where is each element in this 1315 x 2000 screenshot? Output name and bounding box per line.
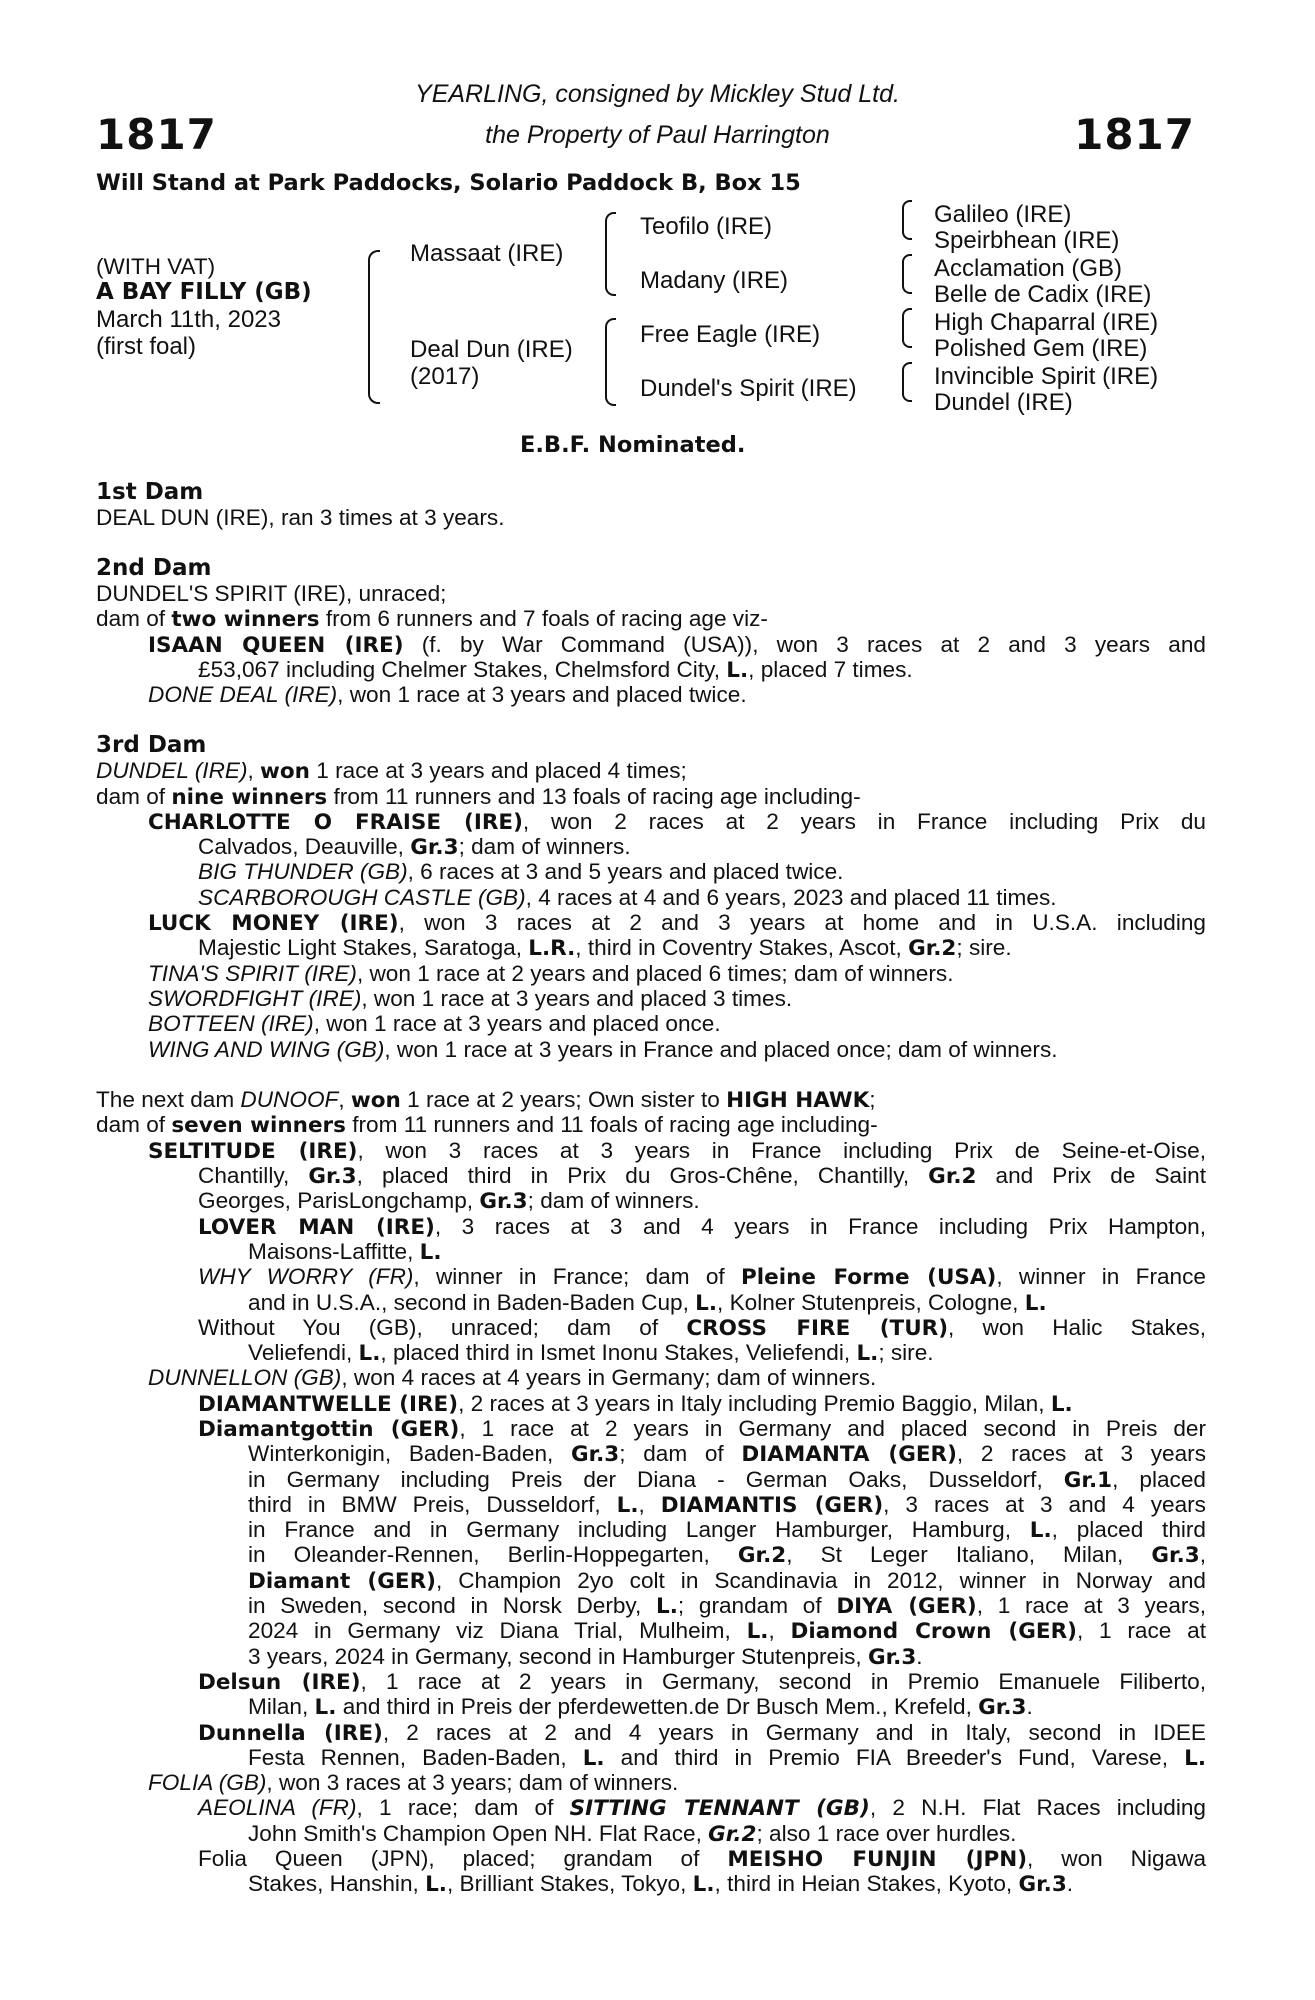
third-dam-line: SCARBOROUGH CASTLE (GB), 4 races at 4 and 6 years, 2023 and placed 11 times.: [198, 884, 1057, 910]
next-dam-line: Georges, ParisLongchamp, Gr.3; dam of winners.: [198, 1188, 700, 1215]
second-dam-line: DUNDEL'S SPIRIT (IRE), unraced;: [96, 581, 447, 607]
pedigree-sd: Madany (IRE): [640, 267, 789, 294]
next-dam-line: and in U.S.A., second in Baden-Baden Cup, L., Kolner Stutenpreis, Cologne, L.: [248, 1289, 1047, 1316]
next-dam-line: Diamant (GER), Champion 2yo colt in Scandinavia in 2012, winner in Norway and: [248, 1567, 1206, 1594]
third-dam-line: SWORDFIGHT (IRE), won 1 race at 3 years and placed 3 times.: [148, 985, 793, 1011]
pedigree-brace-ds: [902, 308, 912, 348]
pedigree-brace-dd: [902, 362, 912, 402]
third-dam-line: TINA'S SPIRIT (IRE), won 1 race at 2 years and placed 6 times; dam of winners.: [148, 960, 954, 986]
next-dam-line: DUNNELLON (GB), won 4 races at 4 years in Germany; dam of winners.: [148, 1365, 877, 1391]
pedigree-brace-dam: [605, 318, 616, 406]
next-dam-line: dam of seven winners from 11 runners and 11 foals of racing age including-: [96, 1112, 878, 1139]
vat-note: (WITH VAT): [96, 254, 216, 279]
third-dam-line: dam of nine winners from 11 runners and 13 foals of racing age including-: [96, 783, 861, 810]
next-dam-line: in Germany including Preis der Diana - German Oaks, Dusseldorf, Gr.1, placed: [248, 1466, 1206, 1493]
ebf-nominated: E.B.F. Nominated.: [520, 432, 746, 458]
next-dam-line: 2024 in Germany viz Diana Trial, Mulheim, L., Diamond Crown (GER), 1 race at: [248, 1618, 1206, 1645]
consignment-line: YEARLING, consigned by Mickley Stud Ltd.: [415, 80, 900, 108]
pedigree-ds: Free Eagle (IRE): [640, 321, 821, 348]
next-dam-line: Festa Rennen, Baden-Baden, L. and third in Premio FIA Breeder's Fund, Varese, L.: [248, 1744, 1206, 1771]
pedigree-dam-year: (2017): [410, 363, 480, 390]
next-dam-line: in France and in Germany including Langer Hamburger, Hamburg, L., placed third: [248, 1517, 1206, 1544]
next-dam-line: Dunnella (IRE), 2 races at 2 and 4 years in Germany and in Italy, second in IDEE: [198, 1719, 1206, 1746]
lot-number-left: 1817: [96, 110, 217, 159]
next-dam-line: third in BMW Preis, Dusseldorf, L., DIAMANTIS (GER), 3 races at 3 and 4 years: [248, 1491, 1206, 1518]
third-dam-line: LUCK MONEY (IRE), won 3 races at 2 and 3 years at home and in U.S.A. including: [148, 910, 1206, 937]
next-dam-line: Folia Queen (JPN), placed; grandam of MEISHO FUNJIN (JPN), won Nigawa: [198, 1846, 1207, 1873]
pedigree-dds: Invincible Spirit (IRE): [934, 363, 1159, 390]
next-dam-line: in Oleander-Rennen, Berlin-Hoppegarten, Gr.2, St Leger Italiano, Milan, Gr.3,: [248, 1542, 1206, 1569]
pedigree-dsd: Polished Gem (IRE): [934, 335, 1148, 362]
pedigree-dam: Deal Dun (IRE): [410, 336, 573, 363]
next-dam-line: FOLIA (GB), won 3 races at 3 years; dam of winners.: [148, 1770, 679, 1796]
third-dam-line: WING AND WING (GB), won 1 race at 3 years in France and placed once; dam of winners.: [148, 1036, 1058, 1062]
horse-dob: March 11th, 2023: [96, 306, 282, 333]
second-dam-line: ISAAN QUEEN (IRE) (f. by War Command (USA)), won 3 races at 2 and 3 years and: [148, 631, 1206, 658]
second-dam-line: DONE DEAL (IRE), won 1 race at 3 years and placed twice.: [148, 682, 747, 708]
pedigree-sss: Galileo (IRE): [934, 201, 1072, 228]
next-dam-line: The next dam DUNOOF, won 1 race at 2 years; Own sister to HIGH HAWK;: [96, 1087, 876, 1114]
pedigree-dd: Dundel's Spirit (IRE): [640, 375, 857, 402]
next-dam-line: Winterkonigin, Baden-Baden, Gr.3; dam of DIAMANTA (GER), 2 races at 3 years: [248, 1441, 1206, 1468]
third-dam-heading: 3rd Dam: [96, 731, 207, 758]
next-dam-line: Stakes, Hanshin, L., Brilliant Stakes, Tokyo, L., third in Heian Stakes, Kyoto, Gr.3.: [248, 1871, 1074, 1898]
next-dam-line: SELTITUDE (IRE), won 3 races at 3 years in France including Prix de Seine-et-Oise,: [148, 1137, 1206, 1164]
next-dam-line: John Smith's Champion Open NH. Flat Race, Gr.2; also 1 race over hurdles.: [248, 1820, 1017, 1847]
third-dam-line: Calvados, Deauville, Gr.3; dam of winners.: [198, 834, 631, 861]
catalogue-body: [96, 480, 1206, 1897]
pedigree-sdd: Belle de Cadix (IRE): [934, 281, 1152, 308]
next-dam-line: Maisons-Laffitte, L.: [248, 1238, 442, 1265]
pedigree-sds: Acclamation (GB): [934, 255, 1123, 282]
pedigree-sire: Massaat (IRE): [410, 240, 564, 267]
next-dam-line: Delsun (IRE), 1 race at 2 years in Germany, second in Premio Emanuele Filiberto,: [198, 1668, 1206, 1695]
third-dam-line: CHARLOTTE O FRAISE (IRE), won 2 races at 2 years in France including Prix du: [148, 808, 1206, 835]
pedigree-ddd: Dundel (IRE): [934, 389, 1073, 416]
second-dam-line: dam of two winners from 6 runners and 7 foals of racing age viz-: [96, 606, 768, 633]
horse-name: A BAY FILLY (GB): [96, 279, 312, 305]
next-dam-line: LOVER MAN (IRE), 3 races at 3 and 4 years in France including Prix Hampton,: [198, 1213, 1206, 1240]
horse-foal-note: (first foal): [96, 333, 197, 360]
stand-location: Will Stand at Park Paddocks, Solario Paddock B, Box 15: [96, 170, 801, 196]
pedigree-ss: Teofilo (IRE): [640, 213, 773, 240]
first-dam-text: DEAL DUN (IRE), ran 3 times at 3 years.: [96, 505, 505, 531]
next-dam-line: Chantilly, Gr.3, placed third in Prix du Gros-Chêne, Chantilly, Gr.2 and Prix de Saint: [198, 1163, 1206, 1190]
pedigree-brace-main: [368, 250, 380, 404]
next-dam-line: Milan, L. and third in Preis der pferdewetten.de Dr Busch Mem., Krefeld, Gr.3.: [248, 1694, 1033, 1721]
next-dam-line: Without You (GB), unraced; dam of CROSS FIRE (TUR), won Halic Stakes,: [198, 1314, 1206, 1341]
next-dam-line: Veliefendi, L., placed third in Ismet Inonu Stakes, Veliefendi, L.; sire.: [248, 1340, 934, 1367]
second-dam-line: £53,067 including Chelmer Stakes, Chelmsford City, L., placed 7 times.: [198, 657, 913, 684]
third-dam-line: DUNDEL (IRE), won 1 race at 3 years and placed 4 times;: [96, 758, 687, 785]
next-dam-line: in Sweden, second in Norsk Derby, L.; grandam of DIYA (GER), 1 race at 3 years,: [248, 1593, 1207, 1620]
next-dam-line: WHY WORRY (FR), winner in France; dam of Pleine Forme (USA), winner in France: [198, 1264, 1206, 1291]
third-dam-line: BIG THUNDER (GB), 6 races at 3 and 5 years and placed twice.: [198, 859, 844, 885]
next-dam-line: 3 years, 2024 in Germany, second in Hamburger Stutenpreis, Gr.3.: [248, 1643, 923, 1670]
next-dam-line: DIAMANTWELLE (IRE), 2 races at 3 years in Italy including Premio Baggio, Milan, L.: [198, 1390, 1073, 1417]
property-line: the Property of Paul Harrington: [485, 121, 830, 149]
first-dam-heading: 1st Dam: [96, 479, 204, 505]
pedigree-ssd: Speirbhean (IRE): [934, 227, 1120, 254]
second-dam-heading: 2nd Dam: [96, 554, 212, 581]
pedigree-brace-sire: [605, 212, 616, 296]
pedigree-brace-sd: [902, 254, 912, 294]
pedigree-dss: High Chaparral (IRE): [934, 309, 1159, 336]
third-dam-line: Majestic Light Stakes, Saratoga, L.R., third in Coventry Stakes, Ascot, Gr.2; sire.: [198, 935, 1012, 962]
pedigree-brace-ss: [902, 200, 912, 240]
lot-number-right: 1817: [1074, 110, 1195, 159]
third-dam-line: BOTTEEN (IRE), won 1 race at 3 years and placed once.: [148, 1011, 721, 1037]
next-dam-line: AEOLINA (FR), 1 race; dam of SITTING TENNANT (GB), 2 N.H. Flat Races including: [198, 1795, 1206, 1822]
next-dam-line: Diamantgottin (GER), 1 race at 2 years in Germany and placed second in Preis der: [198, 1415, 1207, 1442]
